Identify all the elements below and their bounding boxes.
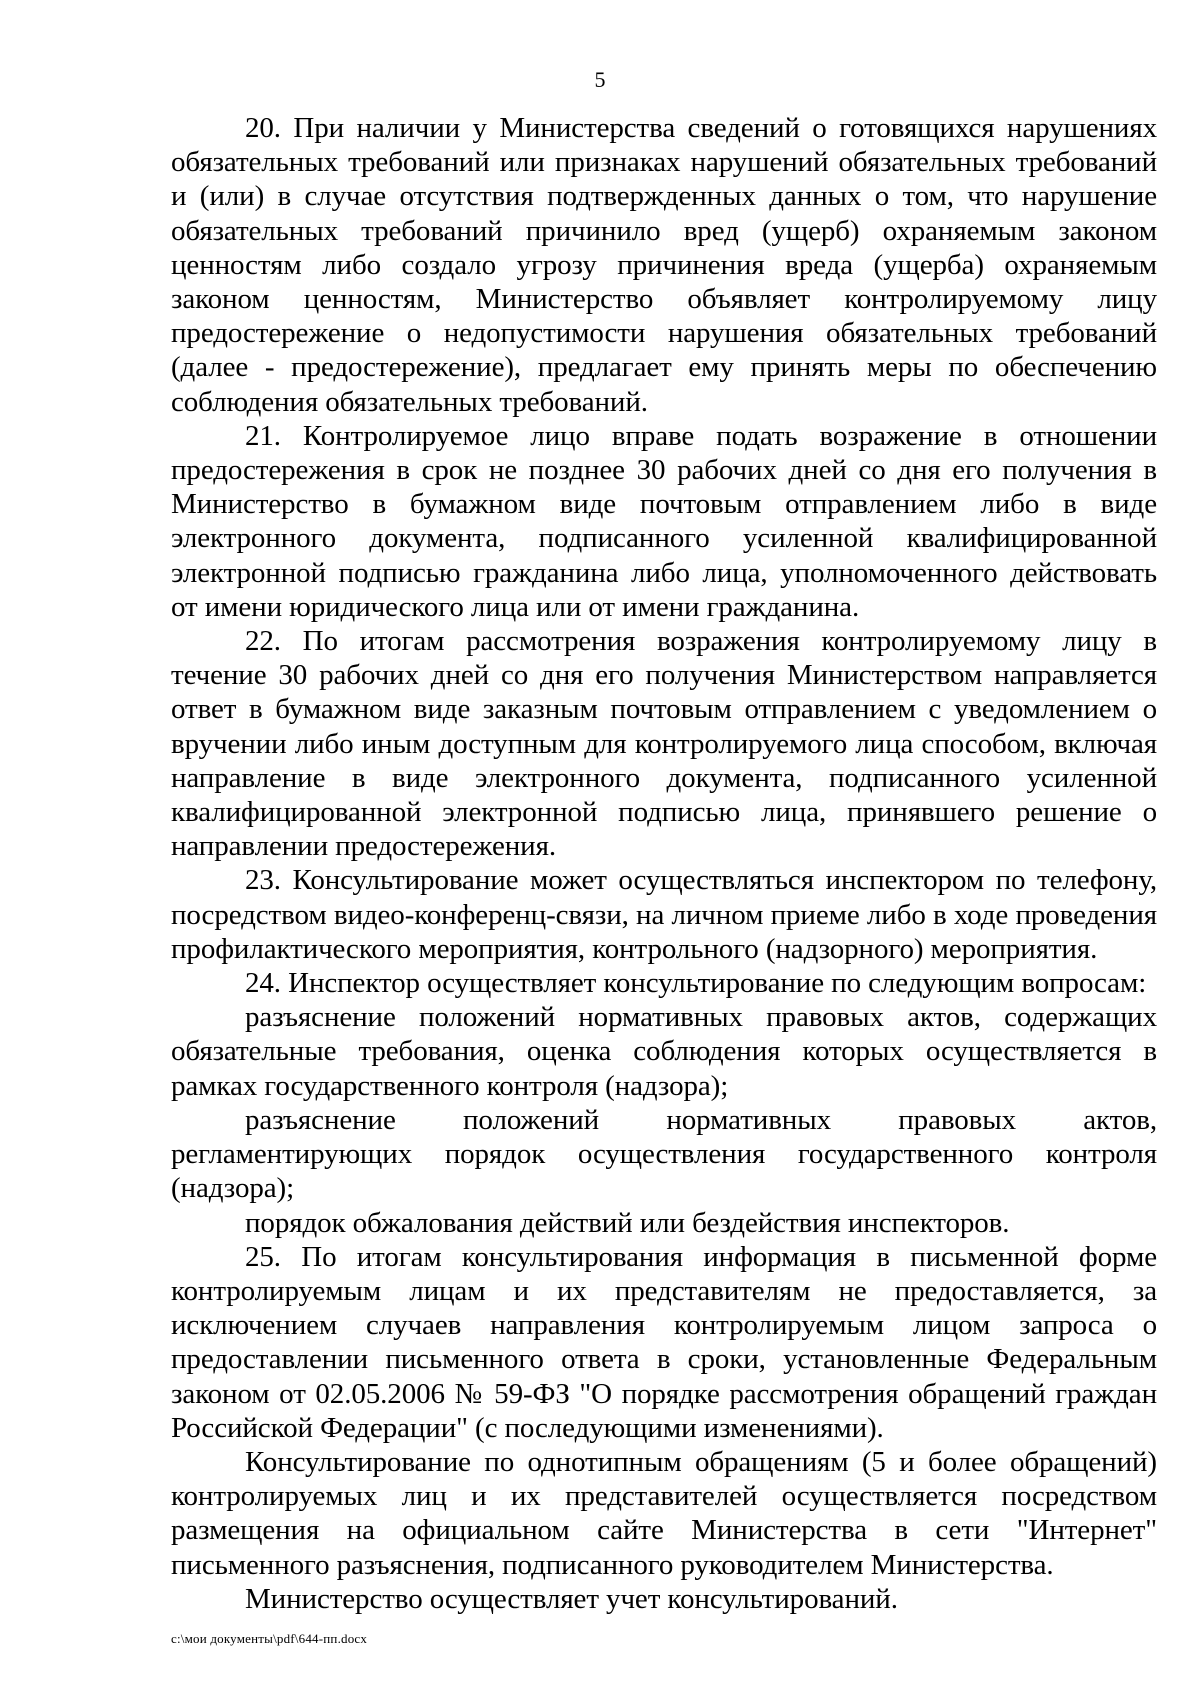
paragraph-21: 21. Контролируемое лицо вправе подать возражение в отношении предостережения в срок не позднее 30 рабочих дней со дня его получения в Министерство в бумажном виде почтовым отправлением либо в виде электронного документа, подписанного усиленной квалифицированной электронной подписью гражданина либо лица, уполномоченного действовать от имени юридического лица или от имени гражданина.: [171, 419, 1157, 623]
footer-file-path: c:\мои документы\pdf\644-пп.docx: [171, 1631, 368, 1646]
paragraph-22: 22. По итогам рассмотрения возражения контролируемому лицу в течение 30 рабочих дней со дня его получения Министерством направляется ответ в бумажном виде заказным почтовым отправлением с уведомлением о вручении либо иным доступным для контролируемого лица способом, включая направление в виде электронного документа, подписанного усиленной квалифицированной электронной подписью лица, принявшего решение о направлении предостережения.: [171, 625, 1157, 863]
paragraph-similar-requests: Консультирование по однотипным обращениям (5 и более обращений) контролируемых лиц и их представителей осуществляется посредством размещения на официальном сайте Министерства в сети "Интернет" письменного разъяснения, подписанного руководителем Министерства.: [171, 1445, 1157, 1581]
list-item-mandatory-requirements: разъяснение положений нормативных правовых актов, содержащих обязательные требования, оценка соблюдения которых осуществляется в рамках государственного контроля (надзора);: [171, 1001, 1157, 1102]
paragraph-24: 24. Инспектор осуществляет консультирование по следующим вопросам:: [245, 967, 1147, 1000]
document-body: [171, 111, 1157, 1616]
paragraph-consultation-records: Министерство осуществляет учет консультирований.: [245, 1582, 898, 1615]
list-item-appeal-procedure: порядок обжалования действий или бездействия инспекторов.: [245, 1206, 1010, 1239]
paragraph-25: 25. По итогам консультирования информация в письменной форме контролируемым лицам и их представителям не предоставляется, за исключением случаев направления контролируемым лицом запроса о предоставлении письменного ответа в сроки, установленные Федеральным законом от 02.05.2006 № 59-ФЗ "О порядке рассмотрения обращений граждан Российской Федерации" (с последующими изменениями).: [171, 1240, 1157, 1444]
page-number: 5: [594, 67, 606, 92]
paragraph-20: 20. При наличии у Министерства сведений о готовящихся нарушениях обязательных требований или признаках нарушений обязательных требований и (или) в случае отсутствия подтвержденных данных о том, что нарушение обязательных требований причинило вред (ущерб) охраняемым законом ценностям либо создало угрозу причинения вреда (ущерба) охраняемым законом ценностям, Министерство объявляет контролируемому лицу предостережение о недопустимости нарушения обязательных требований (далее - предостережение), предлагает ему принять меры по обеспечению соблюдения обязательных требований.: [171, 112, 1157, 418]
paragraph-23: 23. Консультирование может осуществляться инспектором по телефону, посредством видео-конференц-связи, на личном приеме либо в ходе проведения профилактического мероприятия, контрольного (надзорного) мероприятия.: [171, 864, 1157, 965]
list-item-control-procedure: разъяснение положений нормативных правовых актов, регламентирующих порядок осуществления государственного контроля (надзора);: [171, 1103, 1157, 1205]
